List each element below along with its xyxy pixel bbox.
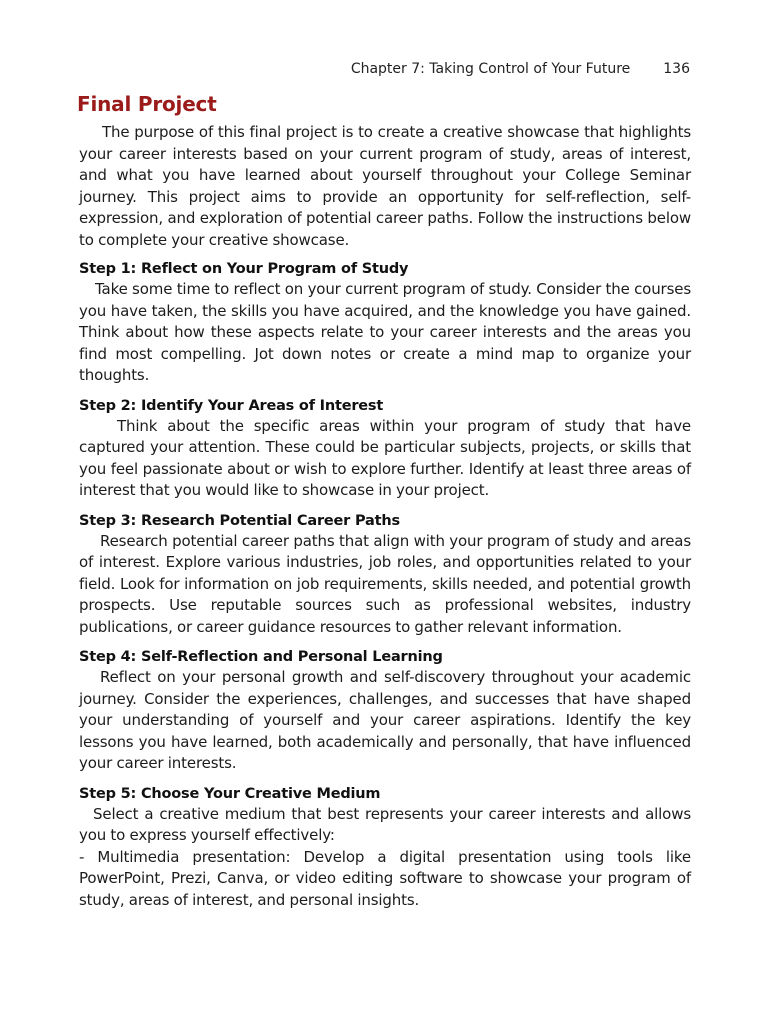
step-3-heading: Step 3: Research Potential Career Paths bbox=[79, 512, 400, 529]
running-header bbox=[351, 60, 690, 78]
step-1-heading: Step 1: Reflect on Your Program of Study bbox=[79, 261, 409, 277]
step-5-section bbox=[79, 784, 691, 912]
intro-paragraph: The purpose of this final project is to create a creative showcase that highlights your career interests based on your current program of study, areas of interest, and what you have learned about yourself throughout your College Seminar journey. This project aims to provide an opportunity for self-reflection, self-expression, and exploration of potential career paths. Follow the instructions below to complete your creative showcase. bbox=[79, 123, 691, 249]
chapter-title: Chapter 7: Taking Control of Your Future bbox=[350, 61, 631, 77]
step-4-heading: Step 4: Self-Reflection and Personal Learning bbox=[79, 649, 443, 665]
step-1-section bbox=[79, 259, 691, 387]
step-1-body: Take some time to reflect on your current program of study. Consider the courses you have taken, the skills you have acquired, and the knowledge you have gained. Think about how these aspects relate to your career interests and the areas you find most compelling. Jot down notes or create a mind map to organize your thoughts. bbox=[79, 280, 691, 384]
step-5-bullet-multimedia: - Multimedia presentation: Develop a digital presentation using tools like PowerPoint, Prezi, Canva, or video editing software to showcase your program of study, areas of interest, and personal insights. bbox=[79, 847, 691, 909]
page-title: Final Project bbox=[77, 92, 217, 116]
step-4-section bbox=[79, 647, 691, 775]
step-2-body: Think about the specific areas within your program of study that have captured your attention. These could be particular subjects, projects, or skills that you feel passionate about or wish to explore further. Identify at least three areas of interest that you would like to showcase in your project. bbox=[79, 416, 691, 499]
step-2-heading: Step 2: Identify Your Areas of Interest bbox=[79, 397, 384, 414]
step-5-body: Select a creative medium that best represents your career interests and allows you to express yourself effectively: bbox=[79, 804, 691, 844]
step-3-section bbox=[79, 511, 691, 639]
page-content bbox=[79, 90, 691, 911]
page-number: 136 bbox=[663, 61, 690, 77]
step-5-heading: Step 5: Choose Your Creative Medium bbox=[79, 785, 381, 802]
step-2-section bbox=[79, 396, 691, 502]
step-3-body: Research potential career paths that align with your program of study and areas of interest. Explore various industries, job roles, and opportunities related to your field. Look for information on job requirements, skills needed, and potential growth prospects. Use reputable sources such as professional websites, industry publications, or career guidance resources to gather relevant information. bbox=[79, 531, 691, 636]
step-4-body: Reflect on your personal growth and self-discovery throughout your academic journey. Consider the experiences, challenges, and successes that have shaped your understanding of yourself and your career aspirations. Identify the key lessons you have learned, both academically and personally, that have influenced your career interests. bbox=[79, 668, 691, 772]
